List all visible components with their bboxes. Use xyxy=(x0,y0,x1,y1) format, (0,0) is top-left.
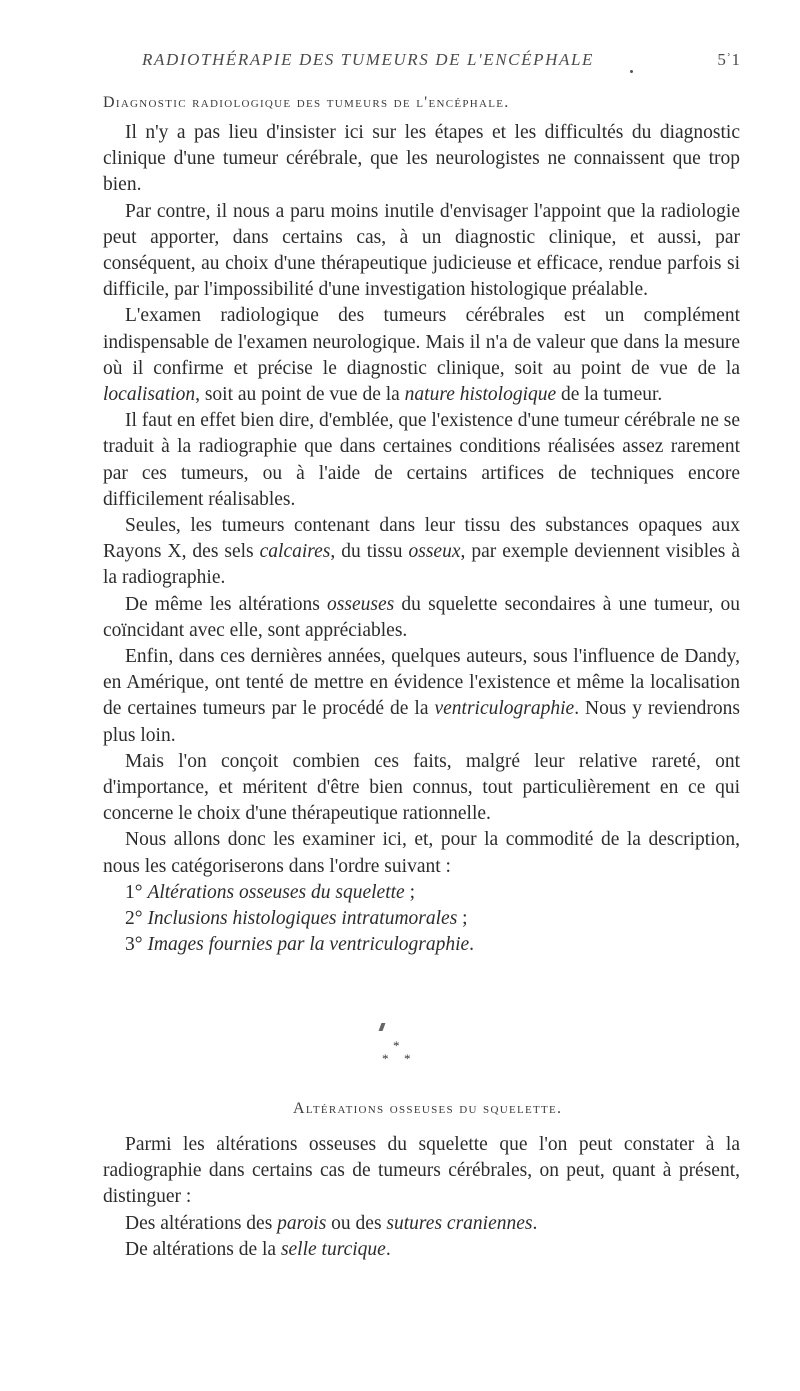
body-text-section-2 xyxy=(103,1132,740,1263)
list-tail: . xyxy=(469,934,475,956)
paragraph-3 xyxy=(103,303,740,408)
section-heading-diagnostic: Diagnostic radiologique des tumeurs de l'encéphale. xyxy=(103,94,510,111)
paragraph-5 xyxy=(103,513,740,592)
text-run: , soit au point de vue de la xyxy=(195,384,405,406)
text-run: Seules, les tumeurs contenant dans leur tissu des substances opaques aux Rayons X, des sels xyxy=(103,515,740,563)
list-item-1 xyxy=(103,880,740,906)
page-number: 5ʾ1 xyxy=(717,50,740,69)
paragraph-10: Parmi les altérations osseuses du squelette que l'on peut constater à la radiographie dans certains cas de tumeurs cérébrales, on peut, quant à présent, distinguer : xyxy=(103,1134,740,1208)
running-title: RADIOTHÉRAPIE DES TUMEURS DE L'ENCÉPHALE xyxy=(142,50,594,69)
running-head xyxy=(100,50,740,74)
paragraph-9: Nous allons donc les examiner ici, et, pour la commodité de la description, nous les catégoriserons dans l'ordre suivant : xyxy=(103,829,740,877)
paragraph-4: Il faut en effet bien dire, d'emblée, que l'existence d'une tumeur cérébrale ne se traduit à la radiographie que dans certaines conditions réalisées assez rarement par ces tumeurs, ou à l'aide de certains artifices de techniques encore difficilement réalisables. xyxy=(103,410,740,510)
paragraph-7 xyxy=(103,644,740,749)
text-run: . Nous y reviendrons plus loin. xyxy=(103,698,740,746)
text-run: du squelette secondaires à une tumeur, ou coïncidant avec elle, sont appréciables. xyxy=(103,593,740,641)
emphasis-nature-histologique: nature histologique xyxy=(404,384,557,406)
list-tail: ; xyxy=(457,908,468,930)
emphasis-osseuses: osseuses xyxy=(327,593,395,615)
list-text: Inclusions histologiques intratumorales xyxy=(147,908,458,930)
asterism-star: * xyxy=(393,1038,400,1053)
asterism-star: * xyxy=(404,1051,411,1066)
emphasis-osseux: osseux xyxy=(408,541,461,563)
body-text-section-1 xyxy=(103,120,740,959)
emphasis-localisation: localisation xyxy=(103,384,196,406)
paragraph-1: Il n'y a pas lieu d'insister ici sur les étapes et les difficultés du diagnostic clinique d'une tumeur cérébrale, que les neurologistes ne connaissent que trop bien. xyxy=(103,122,740,196)
section-heading-alterations: Altérations osseuses du squelette. xyxy=(293,1100,563,1117)
list-number: 2° xyxy=(125,908,148,930)
text-run: de la tumeur. xyxy=(556,384,663,406)
emphasis-selle-turcique: selle turcique xyxy=(280,1238,386,1260)
list-number: 1° xyxy=(125,881,148,903)
text-run: Des altérations des xyxy=(125,1212,278,1234)
list-item-2 xyxy=(103,906,740,932)
list-item-3 xyxy=(103,932,740,958)
text-run: Enfin, dans ces dernières années, quelques auteurs, sous l'influence de Dandy, en Amérique, ont tenté de mettre en évidence l'existence et même la localisation de certaines tumeurs par le procédé de la xyxy=(103,646,740,720)
paragraph-2: Par contre, il nous a paru moins inutile d'envisager l'appoint que la radiologie peut apporter, dans certains cas, à un diagnostic clinique, et aussi, par conséquent, au choix d'une thérapeutique judicieuse et efficace, rendue parfois si difficile, par l'impossibilité d'une investigation histologique préalable. xyxy=(103,200,740,301)
asterism-star: * xyxy=(382,1051,389,1066)
text-run: , par exemple deviennent visibles à la radiographie. xyxy=(103,541,741,589)
paragraph-6 xyxy=(103,592,740,644)
paragraph-8: Mais l'on conçoit combien ces faits, malgré leur relative rareté, ont d'importance, et méritent d'être bien connus, tout particulièrement en ce qui concerne le choix d'une thérapeutique rationnelle. xyxy=(103,750,740,825)
paragraph-12 xyxy=(103,1237,740,1263)
text-run: , du tissu xyxy=(330,541,409,563)
list-text: Altérations osseuses du squelette xyxy=(147,881,405,903)
text-run: . xyxy=(385,1238,391,1260)
text-run: ou des xyxy=(326,1212,387,1234)
text-run: De altérations de la xyxy=(125,1238,281,1260)
emphasis-ventriculographie: ventriculographie xyxy=(434,698,575,720)
text-run: De même les altérations xyxy=(125,593,328,615)
paragraph-11 xyxy=(103,1211,740,1237)
emphasis-parois: parois xyxy=(277,1212,327,1234)
list-number: 3° xyxy=(125,934,148,956)
list-text: Images fournies par la ventriculographie xyxy=(147,934,470,956)
text-run: . xyxy=(532,1212,538,1234)
asterism xyxy=(380,1038,420,1072)
stray-ink-mark xyxy=(379,1023,386,1031)
emphasis-sutures-craniennes: sutures craniennes xyxy=(386,1212,533,1234)
emphasis-calcaires: calcaires xyxy=(259,541,331,563)
stray-dot xyxy=(630,70,633,73)
list-tail: ; xyxy=(404,881,415,903)
text-run: L'examen radiologique des tumeurs cérébrales est un complément indispensable de l'examen neurologique. Mais il n'a de valeur que dans la mesure où il confirme et précise le diagnostic clinique, soit au point de vue de la xyxy=(103,305,740,379)
